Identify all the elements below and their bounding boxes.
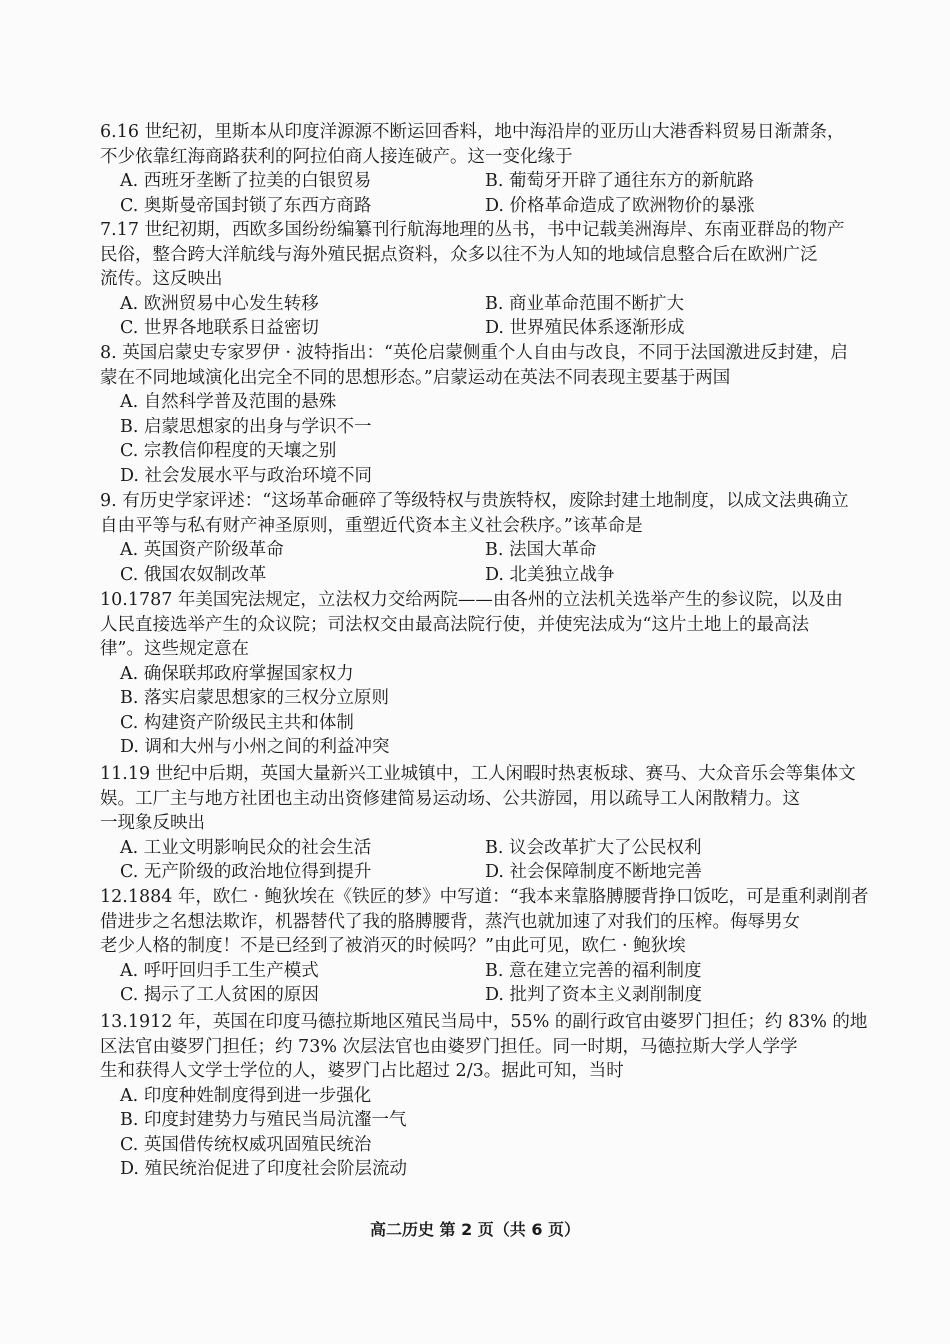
option-c: C. 俄国农奴制改革 [120, 564, 267, 585]
option-b: B. 启蒙思想家的出身与学识不一 [120, 416, 372, 437]
question-7 [100, 218, 845, 341]
option-a: A. 确保联邦政府掌握国家权力 [120, 663, 354, 684]
option-c: C. 揭示了工人贫困的原因 [120, 985, 319, 1005]
option-b: B. 落实启蒙思想家的三权分立原则 [120, 688, 389, 708]
option-d: D. 世界殖民体系逐渐形成 [485, 318, 685, 338]
option-d: D. 社会保障制度不断地完善 [485, 862, 703, 882]
option-d: D. 殖民统治促进了印度社会阶层流动 [120, 1159, 408, 1179]
option-c: C. 构建资产阶级民主共和体制 [120, 712, 354, 733]
option-c: C. 英国借传统权威巩固殖民统治 [120, 1134, 372, 1155]
option-c: C. 无产阶级的政治地位得到提升 [120, 862, 372, 882]
question-6 [100, 120, 845, 218]
page-footer: 高二历史 第 2 页（共 6 页） [369, 1220, 581, 1239]
option-a: A. 西班牙垄断了拉美的白银贸易 [120, 171, 372, 191]
option-a: A. 英国资产阶级革命 [120, 540, 284, 560]
question-13 [100, 1010, 868, 1182]
option-a: A. 呼吁回归手工生产模式 [120, 960, 319, 981]
question-stem: 11.19 世纪中后期，英国大量新兴工业城镇中，工人闲暇时热衷板球、赛马、大众音乐会等集体文 娱。工厂主与地方社团也主动出资修建简易运动场、公共游园，用以疏导工人闲散精力。这 一现象反映出 [100, 764, 856, 833]
option-c: C. 奥斯曼帝国封锁了东西方商路 [120, 195, 372, 216]
options [100, 292, 845, 341]
options [100, 662, 845, 760]
option-d: D. 批判了资本主义剥削制度 [485, 985, 703, 1005]
question-stem: 9. 有历史学家评述：“这场革命砸碎了等级特权与贵族特权，废除封建土地制度，以成文法典确立 自由平等与私有财产神圣原则，重塑近代资本主义社会秩序。”该革命是 [100, 491, 849, 536]
question-stem: 10.1787 年美国宪法规定，立法权力交给两院——由各州的立法机关选举产生的参议院，以及由 人民直接选举产生的众议院；司法权交由最高法院行使，并使宪法成为“这片土地上的最高法 律”。这些规定意在 [100, 590, 843, 659]
option-b: B. 意在建立完善的福利制度 [485, 960, 702, 981]
option-b: B. 葡萄牙开辟了通往东方的新航路 [485, 171, 754, 191]
question-11 [100, 762, 856, 885]
options [100, 959, 845, 1008]
question-stem: 8. 英国启蒙史专家罗伊 · 波特指出：“英伦启蒙侧重个人自由与改良，不同于法国激进反封建，启 蒙在不同地域演化出完全不同的思想形态。”启蒙运动在英法不同表现主要基于两国 [100, 343, 848, 388]
option-a: A. 自然科学普及范围的悬殊 [120, 392, 337, 412]
options [100, 836, 845, 885]
question-stem: 13.1912 年，英国在印度马德拉斯地区殖民当局中，55% 的副行政官由婆罗门担任；约 83% 的地 区法官由婆罗门担任；约 73% 次层法官也由婆罗门担任。同一时期，马德拉斯大学人学学 生和获得人文学士学位的人，婆罗门占比超过 2/3。据此可知，当时 [100, 1012, 868, 1081]
question-stem: 12.1884 年，欧仁 · 鲍狄埃在《铁匠的梦》中写道：“我本来靠胳膊腰背挣口饭吃，可是重利剥削者 借进步之名想法欺诈，机器替代了我的胳膊腰背，蒸汽也就加速了对我们的压榨。侮辱男女 老少人格的制度！不是已经到了被消灭的时候吗？”由此可见，欧仁 · 鲍狄埃 [100, 887, 869, 956]
question-12 [100, 885, 869, 1008]
question-stem: 7.17 世纪初期，西欧多国纷纷编纂刊行航海地理的丛书，书中记载美洲海岸、东南亚群岛的物产 民俗，整合跨大洋航线与海外殖民据点资料，众多以往不为人知的地域信息整合后在欧洲广泛 流传。这反映出 [100, 220, 845, 289]
option-a: A. 欧洲贸易中心发生转移 [120, 293, 319, 314]
option-c: C. 宗教信仰程度的天壤之别 [120, 441, 337, 461]
option-d: D. 北美独立战争 [485, 564, 615, 585]
option-c: C. 世界各地联系日益密切 [120, 318, 319, 338]
option-d: D. 社会发展水平与政治环境不同 [120, 465, 373, 486]
option-b: B. 法国大革命 [485, 540, 597, 560]
options [100, 390, 845, 488]
option-d: D. 调和大州与小州之间的利益冲突 [120, 737, 390, 757]
option-b: B. 议会改革扩大了公民权利 [485, 837, 702, 858]
question-10 [100, 588, 845, 760]
option-a: A. 印度种姓制度得到进一步强化 [120, 1085, 372, 1106]
question-stem: 6.16 世纪初，里斯本从印度洋源源不断运回香料，地中海沿岸的亚历山大港香料贸易日渐萧条， 不少依靠红海商路获利的阿拉伯商人接连破产。这一变化缘于 [100, 122, 845, 167]
options [100, 169, 845, 218]
question-8 [100, 341, 848, 488]
option-b: B. 商业革命范围不断扩大 [485, 293, 684, 314]
option-d: D. 价格革命造成了欧洲物价的暴涨 [485, 195, 755, 216]
question-9 [100, 489, 849, 587]
options [100, 1084, 845, 1182]
option-a: A. 工业文明影响民众的社会生活 [120, 837, 372, 858]
option-b: B. 印度封建势力与殖民当局沆瀣一气 [120, 1110, 407, 1130]
options [100, 538, 845, 587]
